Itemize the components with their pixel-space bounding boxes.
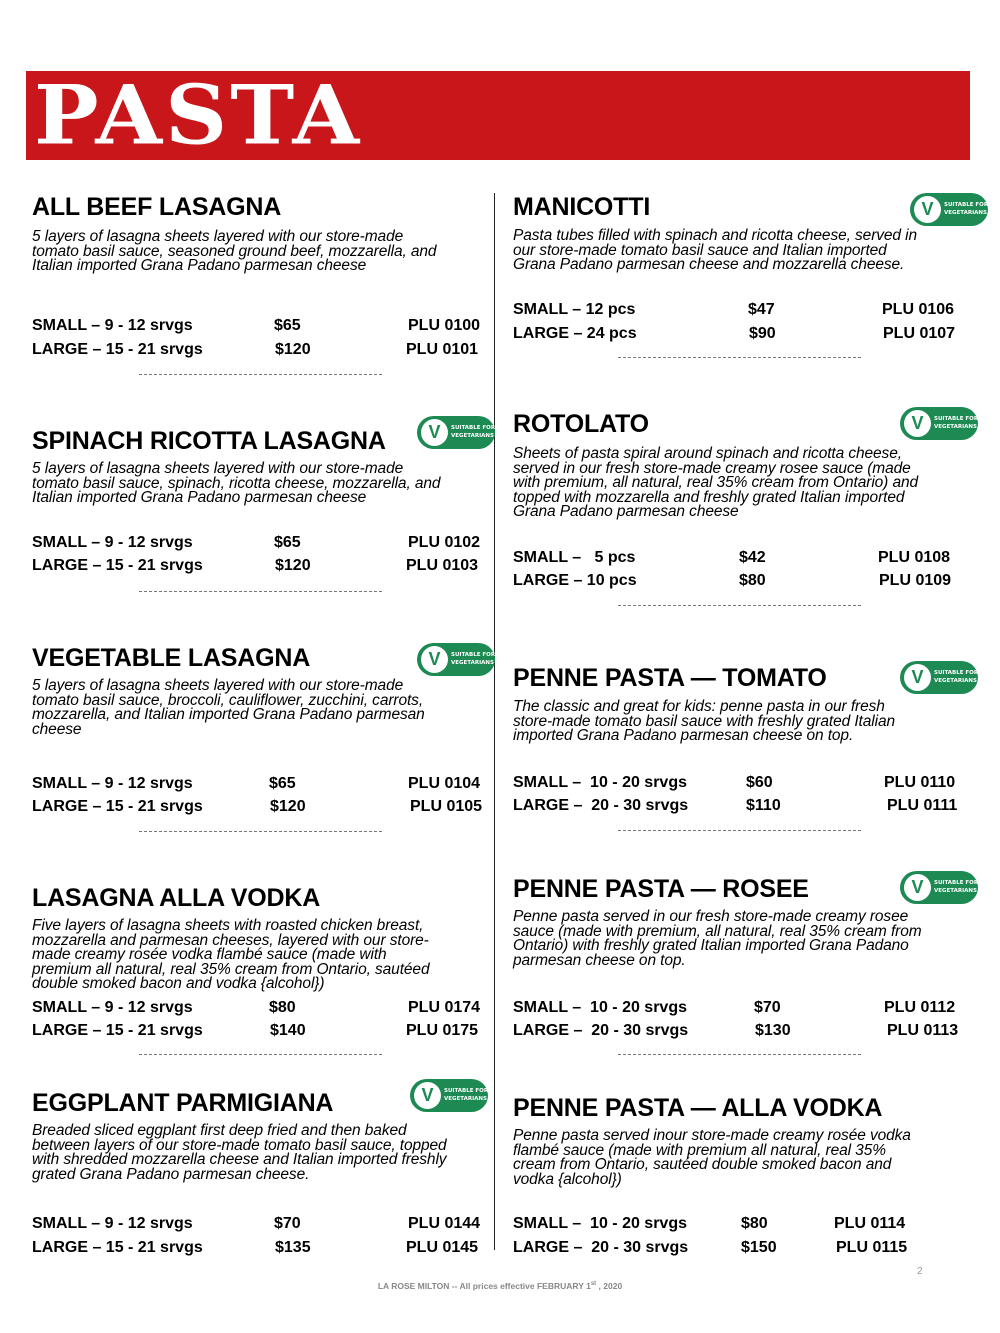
price: $80 <box>741 1215 768 1232</box>
dashed-separator <box>618 605 861 606</box>
page-banner <box>26 67 970 164</box>
item-description-line: parmesan cheese on top. <box>513 951 686 969</box>
price: $70 <box>274 1215 301 1232</box>
item-description-line: Penne pasta served inour store-made creamy rosée vodka <box>513 1127 911 1144</box>
item-description-line: tomato basil sauce, spinach, ricotta cheese, mozzarella, and <box>32 474 441 492</box>
item-description-line: Italian imported Grana Padano parmesan cheese <box>32 489 367 506</box>
page-number: 2 <box>917 1266 923 1277</box>
price: $60 <box>746 774 773 791</box>
item-description-line: topped with mozzarella and freshly grated Italian imported <box>513 488 905 506</box>
vegetarian-badge: V SUITABLE FOR VEGETARIANS <box>417 416 495 449</box>
plu-code: PLU 0175 <box>406 1022 479 1039</box>
plu-code: PLU 0115 <box>836 1239 908 1256</box>
plu-code: PLU 0104 <box>408 775 481 792</box>
price: $70 <box>754 999 781 1016</box>
item-description-line: 5 layers of lasagna sheets layered with our store-made <box>32 460 404 477</box>
size-label: LARGE – 15 - 21 srvgs <box>32 1022 203 1039</box>
plu-code: PLU 0109 <box>879 572 952 589</box>
item-description-line: our store-made tomato basil sauce and Italian imported <box>513 241 887 259</box>
vegetarian-v-icon: V <box>904 664 931 691</box>
vegetarian-v-icon: V <box>904 874 931 901</box>
vegetarian-badge: V SUITABLE FOR VEGETARIANS <box>900 871 978 904</box>
size-label: SMALL – 5 pcs <box>513 549 636 566</box>
vegetarian-v-icon: V <box>414 1082 441 1109</box>
price: $120 <box>275 557 311 574</box>
plu-code: PLU 0145 <box>406 1239 479 1256</box>
price: $65 <box>269 775 296 792</box>
plu-code: PLU 0111 <box>887 797 958 814</box>
size-label: SMALL – 10 - 20 srvgs <box>513 774 687 791</box>
dashed-separator <box>139 374 382 375</box>
vegetarian-badge: V SUITABLE FOR VEGETARIANS <box>410 1079 488 1112</box>
item-description-line: Pasta tubes filled with spinach and ricotta cheese, served in <box>513 227 918 244</box>
price: $65 <box>274 317 301 334</box>
plu-code: PLU 0108 <box>878 549 951 566</box>
item-description-line: 5 layers of lasagna sheets layered with our store-made <box>32 677 404 694</box>
price: $90 <box>749 325 776 342</box>
size-label: LARGE – 20 - 30 srvgs <box>513 797 689 814</box>
plu-code: PLU 0114 <box>834 1215 906 1232</box>
size-label: SMALL – 10 - 20 srvgs <box>513 999 687 1016</box>
item-description-line: with premium, all natural, real 35% cream from Ontario) and <box>513 474 919 491</box>
item-description-line: between layers of our store-made tomato basil sauce, topped <box>32 1136 447 1154</box>
dashed-separator <box>139 831 382 832</box>
item-description-line: The classic and great for kids: penne pasta in our fresh <box>513 698 885 715</box>
size-label: LARGE – 15 - 21 srvgs <box>32 1239 203 1256</box>
dashed-separator <box>139 1054 382 1055</box>
plu-code: PLU 0107 <box>883 325 956 342</box>
size-label: LARGE – 20 - 30 srvgs <box>513 1239 689 1256</box>
column-divider <box>494 193 495 1250</box>
item-description-line: made creamy rosée vodka flambé sauce (made with <box>32 946 387 963</box>
price: $140 <box>270 1022 306 1039</box>
dashed-separator <box>618 1054 861 1055</box>
item-title: SPINACH RICOTTA LASAGNA <box>32 427 386 455</box>
item-description-line: mozzarella and parmesan cheeses, layered with our store- <box>32 931 429 949</box>
size-label: SMALL – 9 - 12 srvgs <box>32 999 193 1016</box>
item-description-line: Penne pasta served in our fresh store-made creamy rosee <box>513 908 909 925</box>
plu-code: PLU 0103 <box>406 557 479 574</box>
item-title: PENNE PASTA — ROSEE <box>513 875 809 903</box>
plu-code: PLU 0112 <box>884 999 956 1016</box>
dashed-separator <box>618 357 861 358</box>
item-description-line: with shredded mozzarella cheese and Italian imported freshly <box>32 1151 447 1168</box>
vegetarian-badge: V SUITABLE FOR VEGETARIANS <box>900 661 978 694</box>
item-description-line: Italian imported Grana Padano parmesan cheese <box>32 257 367 274</box>
price: $120 <box>270 798 306 815</box>
price: $47 <box>748 301 775 318</box>
item-description-line: sauce (made with premium, all natural, real 35% cream from <box>513 922 922 940</box>
item-description-line: mozzarella, and Italian imported Grana Padano parmesan <box>32 706 425 723</box>
item-description-line: double smoked bacon and vodka {alcohol}) <box>32 975 325 992</box>
item-description-line: 5 layers of lasagna sheets layered with our store-made <box>32 228 404 245</box>
vegetarian-badge: V SUITABLE FOR VEGETARIANS <box>900 407 978 440</box>
dashed-separator <box>618 830 861 831</box>
price: $150 <box>741 1239 777 1256</box>
vegetarian-badge: V SUITABLE FOR VEGETARIANS <box>417 643 495 676</box>
plu-code: PLU 0106 <box>882 301 955 318</box>
item-description-line: premium all natural, real 35% cream from Ontario, sautéed <box>32 960 430 978</box>
item-description-line: cheese <box>32 720 82 738</box>
item-title: LASAGNA ALLA VODKA <box>32 884 321 912</box>
price: $42 <box>739 549 766 566</box>
size-label: LARGE – 15 - 21 srvgs <box>32 341 203 358</box>
item-title: MANICOTTI <box>513 193 651 221</box>
item-description-line: Grana Padano parmesan cheese <box>513 503 739 520</box>
plu-code: PLU 0105 <box>410 798 483 815</box>
plu-code: PLU 0102 <box>408 534 481 551</box>
size-label: SMALL – 9 - 12 srvgs <box>32 534 193 551</box>
item-description-line: flambé sauce (made with premium all natural, real 35% <box>513 1141 886 1159</box>
size-label: SMALL – 9 - 12 srvgs <box>32 317 193 334</box>
plu-code: PLU 0174 <box>408 999 481 1016</box>
item-description-line: tomato basil sauce, seasoned ground beef, mozzarella, and <box>32 242 437 260</box>
item-title: EGGPLANT PARMIGIANA <box>32 1089 334 1117</box>
item-description-line: served in our fresh store-made creamy rosee sauce (made <box>513 459 911 477</box>
price: $135 <box>275 1239 311 1256</box>
plu-code: PLU 0113 <box>887 1022 959 1039</box>
item-title: PENNE PASTA — TOMATO <box>513 664 827 692</box>
size-label: SMALL – 12 pcs <box>513 301 636 318</box>
price: $65 <box>274 534 301 551</box>
item-description-line: Sheets of pasta spiral around spinach and ricotta cheese, <box>513 445 902 462</box>
plu-code: PLU 0144 <box>408 1215 481 1232</box>
size-label: LARGE – 15 - 21 srvgs <box>32 557 203 574</box>
footer-note: LA ROSE MILTON -- All prices effective FEBRUARY 1st , 2020 <box>377 1281 623 1291</box>
item-description-line: imported Grana Padano parmesan cheese on top. <box>513 727 854 744</box>
size-label: SMALL – 9 - 12 srvgs <box>32 775 193 792</box>
size-label: LARGE – 20 - 30 srvgs <box>513 1022 689 1039</box>
vegetarian-badge: V SUITABLE FOR VEGETARIANS <box>910 193 988 226</box>
price: $130 <box>755 1022 791 1039</box>
item-title: ALL BEEF LASAGNA <box>32 193 282 221</box>
plu-code: PLU 0110 <box>884 774 956 791</box>
plu-code: PLU 0101 <box>406 341 479 358</box>
item-description-line: vodka {alcohol}) <box>513 1170 622 1188</box>
item-description-line: Ontario) with freshly grated Italian imported Grana Padano <box>513 937 909 954</box>
price: $80 <box>739 572 766 589</box>
item-description-line: cream from Ontario, sautéed double smoked bacon and <box>513 1156 892 1173</box>
item-description-line: Grana Padano parmesan cheese and mozzarella cheese. <box>513 256 905 273</box>
item-description-line: tomato basil sauce, broccoli, cauliflower, zucchini, carrots, <box>32 691 424 709</box>
item-description-line: Five layers of lasagna sheets with roasted chicken breast, <box>32 917 424 934</box>
dashed-separator <box>139 591 382 592</box>
vegetarian-v-icon: V <box>904 410 931 437</box>
vegetarian-v-icon: V <box>421 646 448 673</box>
size-label: LARGE – 24 pcs <box>513 325 637 342</box>
vegetarian-v-icon: V <box>914 196 941 223</box>
price: $80 <box>269 999 296 1016</box>
item-description-line: store-made tomato basil sauce with freshly grated Italian <box>513 712 895 730</box>
size-label: SMALL – 10 - 20 srvgs <box>513 1215 687 1232</box>
item-title: PENNE PASTA — ALLA VODKA <box>513 1094 883 1122</box>
size-label: LARGE – 15 - 21 srvgs <box>32 798 203 815</box>
page-title: PASTA <box>34 67 363 164</box>
item-description-line: grated Grana Padano parmesan cheese. <box>32 1165 310 1183</box>
price: $110 <box>746 797 781 814</box>
item-title: ROTOLATO <box>513 410 649 438</box>
price: $120 <box>275 341 311 358</box>
item-description-line: Breaded sliced eggplant first deep fried and then baked <box>32 1122 407 1139</box>
vegetarian-v-icon: V <box>421 419 448 446</box>
size-label: SMALL – 9 - 12 srvgs <box>32 1215 193 1232</box>
item-title: VEGETABLE LASAGNA <box>32 644 311 672</box>
size-label: LARGE – 10 pcs <box>513 572 637 589</box>
plu-code: PLU 0100 <box>408 317 481 334</box>
